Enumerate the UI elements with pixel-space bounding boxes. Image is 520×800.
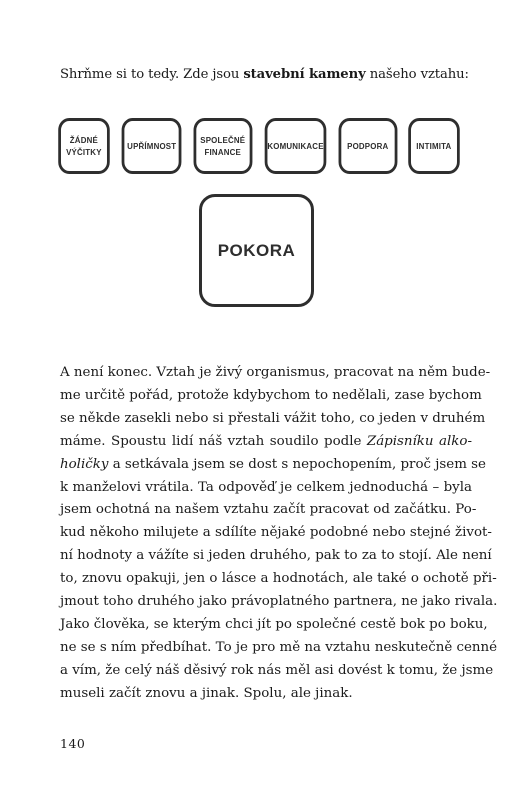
paragraph-line: jsem ochotná na našem vztahu začít pracovat od začátku. Po- bbox=[60, 502, 477, 518]
intro-text-before: Shrňme si to tedy. Zde jsou bbox=[60, 67, 244, 82]
block-pokora-label: POKORA bbox=[217, 240, 296, 260]
paragraph-line: a vím, že celý náš děsivý rok nás měl asi dovést k tomu, že jsme bbox=[60, 662, 494, 678]
intro-text-bold: stavební kameny bbox=[243, 67, 366, 82]
intro-text-after: našeho vztahu: bbox=[365, 67, 469, 82]
paragraph-line: Jako člověka, se kterým chci jít po společné cestě bok po boku, bbox=[60, 616, 488, 632]
block-label: FINANCE bbox=[204, 147, 242, 157]
paragraph-line: me určitě pořád, protože kdybychom to nedělali, zase bychom bbox=[60, 387, 482, 403]
block-podpora bbox=[338, 118, 396, 174]
paragraph-line: se někde zasekli nebo si přestali vážit toho, co jeden v druhém bbox=[60, 410, 486, 426]
intro-sentence bbox=[60, 66, 480, 84]
paragraph-line: ní hodnoty a vážíte si jeden druhého, pak to za to stojí. Ale není bbox=[60, 548, 492, 564]
book-title-italic: Zápisníku alko- bbox=[366, 433, 472, 449]
paragraph-line: A není konec. Vztah je živý organismus, pracovat na něm bude- bbox=[60, 365, 491, 380]
paragraph-line bbox=[60, 431, 472, 454]
page-number: 140 bbox=[60, 736, 86, 751]
block-zadne-vycitky bbox=[58, 118, 109, 174]
block-label: KOMUNIKACE bbox=[267, 141, 324, 151]
block-label: UPŘÍMNOST bbox=[126, 141, 177, 151]
paragraph-line: jmout toho druhého jako právoplatného partnera, ne jako rivala. bbox=[60, 594, 498, 610]
block-label: SPOLEČNÉ bbox=[200, 135, 246, 145]
paragraph-line bbox=[60, 454, 486, 477]
paragraph-line: k manželovi vrátila. Ta odpověď je celkem jednoduchá – byla bbox=[60, 479, 472, 495]
block-label: ŽÁDNÉ bbox=[69, 135, 98, 145]
block-uprimnost bbox=[121, 118, 181, 174]
book-title-italic: holičky bbox=[60, 456, 109, 472]
block-label: INTIMITA bbox=[416, 141, 452, 151]
paragraph-text: máme. Spoustu lidí náš vztah soudilo podle bbox=[60, 433, 367, 449]
paragraph-text: a setkávala jsem se dost s nepochopením, proč jsem se bbox=[108, 456, 486, 472]
body-paragraph bbox=[60, 362, 498, 706]
block-label: VÝČITKY bbox=[66, 147, 102, 157]
paragraph-line: ne se s ním předbíhat. To je pro mě na vztahu neskutečně cenné bbox=[60, 639, 498, 655]
block-pokora bbox=[199, 194, 314, 307]
paragraph-line: kud někoho milujete a sdílíte nějaké podobné nebo stejné život- bbox=[60, 525, 492, 541]
block-label: PODPORA bbox=[346, 141, 389, 151]
paragraph-line: museli začít znovu a jinak. Spolu, ale jinak. bbox=[60, 685, 353, 701]
building-blocks-row bbox=[56, 118, 462, 174]
block-komunikace bbox=[264, 118, 326, 174]
block-spolecne-finance bbox=[194, 118, 252, 174]
paragraph-line: to, znovu opakuji, jen o lásce a hodnotách, ale také o ochotě při- bbox=[60, 571, 497, 587]
block-intimita bbox=[408, 118, 459, 174]
